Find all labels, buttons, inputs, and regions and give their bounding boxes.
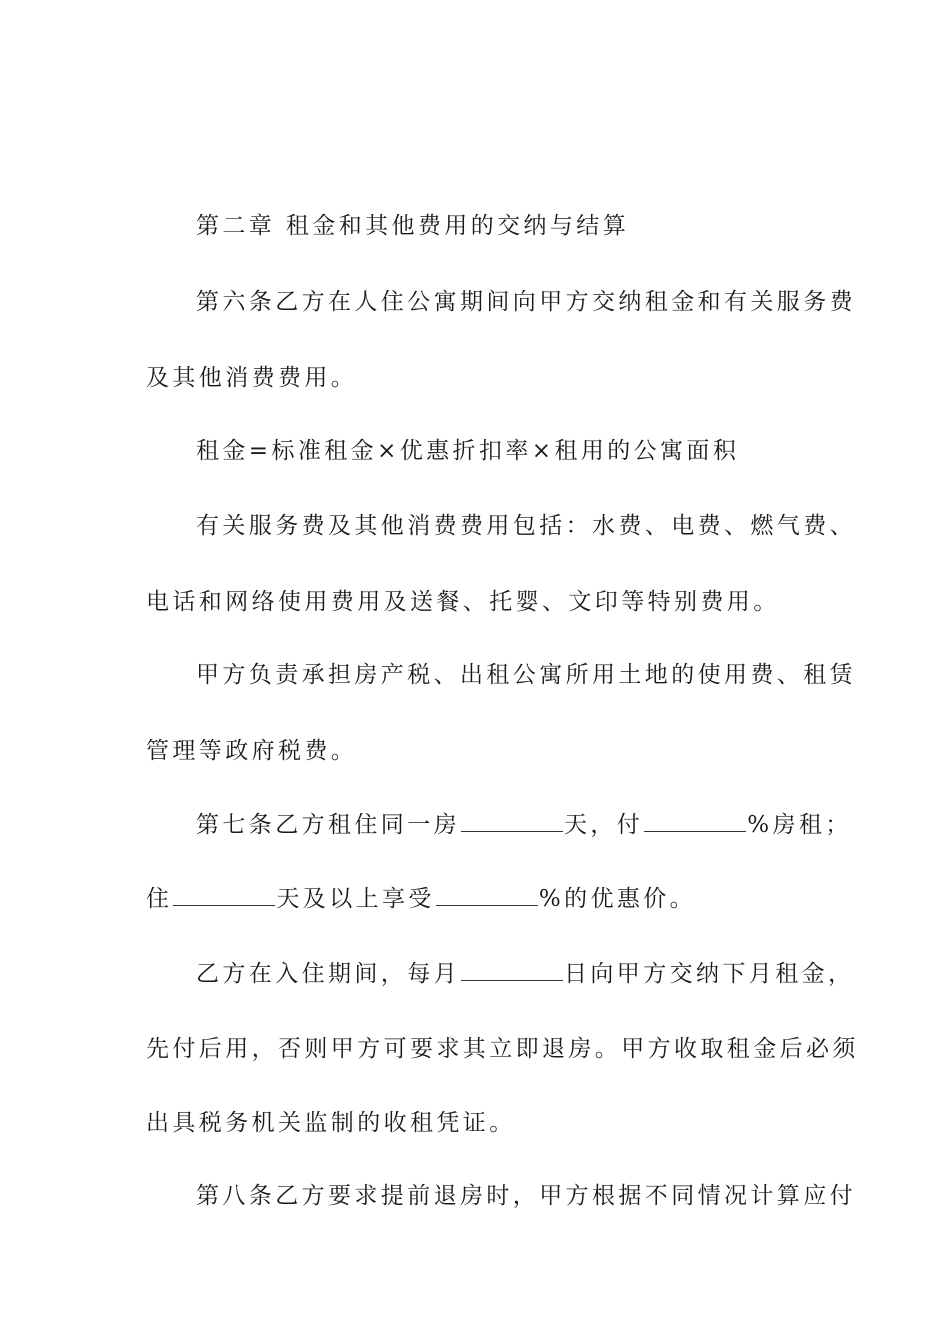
text-segment: 住 [146, 886, 173, 912]
paragraph-line: 第六条乙方在人住公寓期间向甲方交纳租金和有关服务费 [196, 289, 856, 315]
text-segment: 天及以上享受 [276, 886, 435, 912]
fill-in-blank [436, 903, 538, 906]
paragraph-line: 及其他消费费用。 [146, 365, 358, 391]
paragraph-line: 有关服务费及其他消费费用包括：水费、电费、燃气费、 [196, 513, 856, 539]
paragraph-line [146, 884, 696, 914]
text-segment: %房租； [747, 812, 852, 838]
paragraph-line: 先付后用，否则甲方可要求其立即退房。甲方收取租金后必须 [146, 1036, 859, 1062]
fill-in-blank [644, 829, 746, 832]
paragraph-line [196, 810, 852, 840]
paragraph-line: 第八条乙方要求提前退房时，甲方根据不同情况计算应付 [196, 1183, 856, 1209]
paragraph-line [196, 959, 854, 989]
fill-in-blank [461, 829, 563, 832]
text-segment: %的优惠价。 [538, 886, 697, 912]
chapter-title: 第二章 租金和其他费用的交纳与结算 [196, 213, 630, 239]
text-segment: 乙方在入住期间，每月 [196, 961, 460, 987]
fill-in-blank [173, 903, 275, 906]
text-segment: 天，付 [564, 812, 644, 838]
text-segment: 日向甲方交纳下月租金， [564, 961, 855, 987]
text-segment: 第七条乙方租住同一房 [196, 812, 460, 838]
paragraph-line: 管理等政府税费。 [146, 738, 358, 764]
fill-in-blank [461, 978, 563, 981]
formula-line: 租金=标准租金×优惠折扣率×租用的公寓面积 [196, 438, 740, 464]
paragraph-line: 电话和网络使用费用及送餐、托婴、文印等特别费用。 [146, 589, 780, 615]
paragraph-line: 甲方负责承担房产税、出租公寓所用土地的使用费、租赁 [196, 662, 856, 688]
paragraph-line: 出具税务机关监制的收租凭证。 [146, 1110, 516, 1136]
